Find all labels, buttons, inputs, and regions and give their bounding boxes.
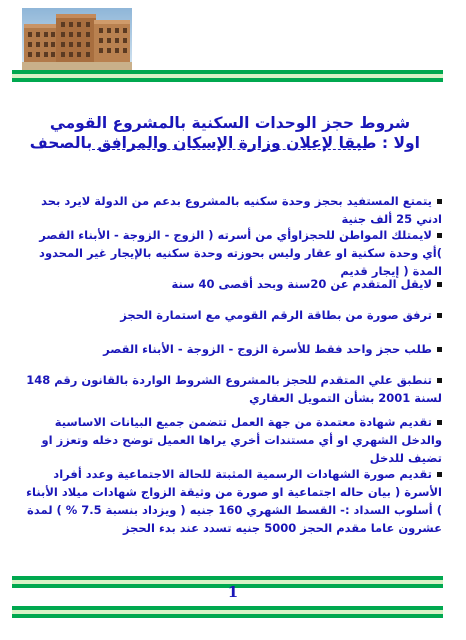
condition-text: لايقل المتقدم عن 20سنة وبحد أقصى 40 سنة <box>171 277 432 291</box>
page-number: 1 <box>227 583 239 601</box>
condition-item <box>26 340 442 358</box>
condition-item <box>26 413 442 467</box>
page-title: شروط حجز الوحدات السكنية بالمشروع القومي <box>49 114 411 132</box>
condition-item <box>26 465 442 537</box>
condition-text: طلب حجز واحد فقط للأسرة الزوج - الزوجة - الأبناء القصر <box>103 342 432 356</box>
condition-item <box>26 192 442 228</box>
condition-item <box>26 306 442 324</box>
page-subtitle: اولا : طبقا لإعلان وزارة الإسكان والمرافق بالصحف <box>29 134 420 152</box>
condition-item <box>26 226 442 280</box>
bullet-icon <box>437 347 442 352</box>
housing-building-image <box>22 8 132 70</box>
condition-item <box>26 275 442 293</box>
bullet-icon <box>437 420 442 425</box>
title-divider <box>92 149 366 150</box>
bullet-icon <box>437 378 442 383</box>
bullet-icon <box>437 313 442 318</box>
condition-text: تقديم صورة الشهادات الرسمية المثبتة للحالة الاجتماعية وعدد أفراد الأسرة ( بيان حاله اجتماعية او صورة من وثيقة الزواج شهادات ميلاد الأبناء ) أسلوب السداد :- القسط الشهري 160 جنيه ( ويزداد بنسبة 7.5 % ) لمدة عشرون عاما مقدم الحجز 5000 جنيه تسدد عند بدء الحجز <box>26 467 442 535</box>
bottom-decorative-band <box>12 606 443 618</box>
bullet-icon <box>437 233 442 238</box>
condition-text: لايمتلك المواطن للحجزاوأي من أسرته ( الزوج - الزوجة - الأبناء القصر )أي وحدة سكنية او عقار وليس بحوزته وحدة سكنيه بالإيجار غير المحدود المدة ( إيجار قديم <box>39 228 442 278</box>
top-decorative-band <box>12 70 443 82</box>
bullet-icon <box>437 472 442 477</box>
bullet-icon <box>437 199 442 204</box>
condition-item <box>26 371 442 407</box>
condition-text: تقديم شهادة معتمدة من جهة العمل تتضمن جميع البيانات الاساسية والدخل الشهري او أي مستندات أخري يراها العميل توضح دخله وتعزز او تضيف للدخل <box>41 415 442 465</box>
condition-text: ترفق صورة من بطاقة الرقم القومي مع استمارة الحجز <box>120 308 432 322</box>
bullet-icon <box>437 282 442 287</box>
condition-text: يتمتع المستفيد بحجز وحدة سكنيه بالمشروع بدعم من الدولة لايرد بحد ادني 25 ألف جنية <box>41 194 442 226</box>
condition-text: تنطبق علي المتقدم للحجز بالمشروع الشروط الواردة بالقانون رقم 148 لسنة 2001 بشأن التمويل العقاري <box>26 373 442 405</box>
